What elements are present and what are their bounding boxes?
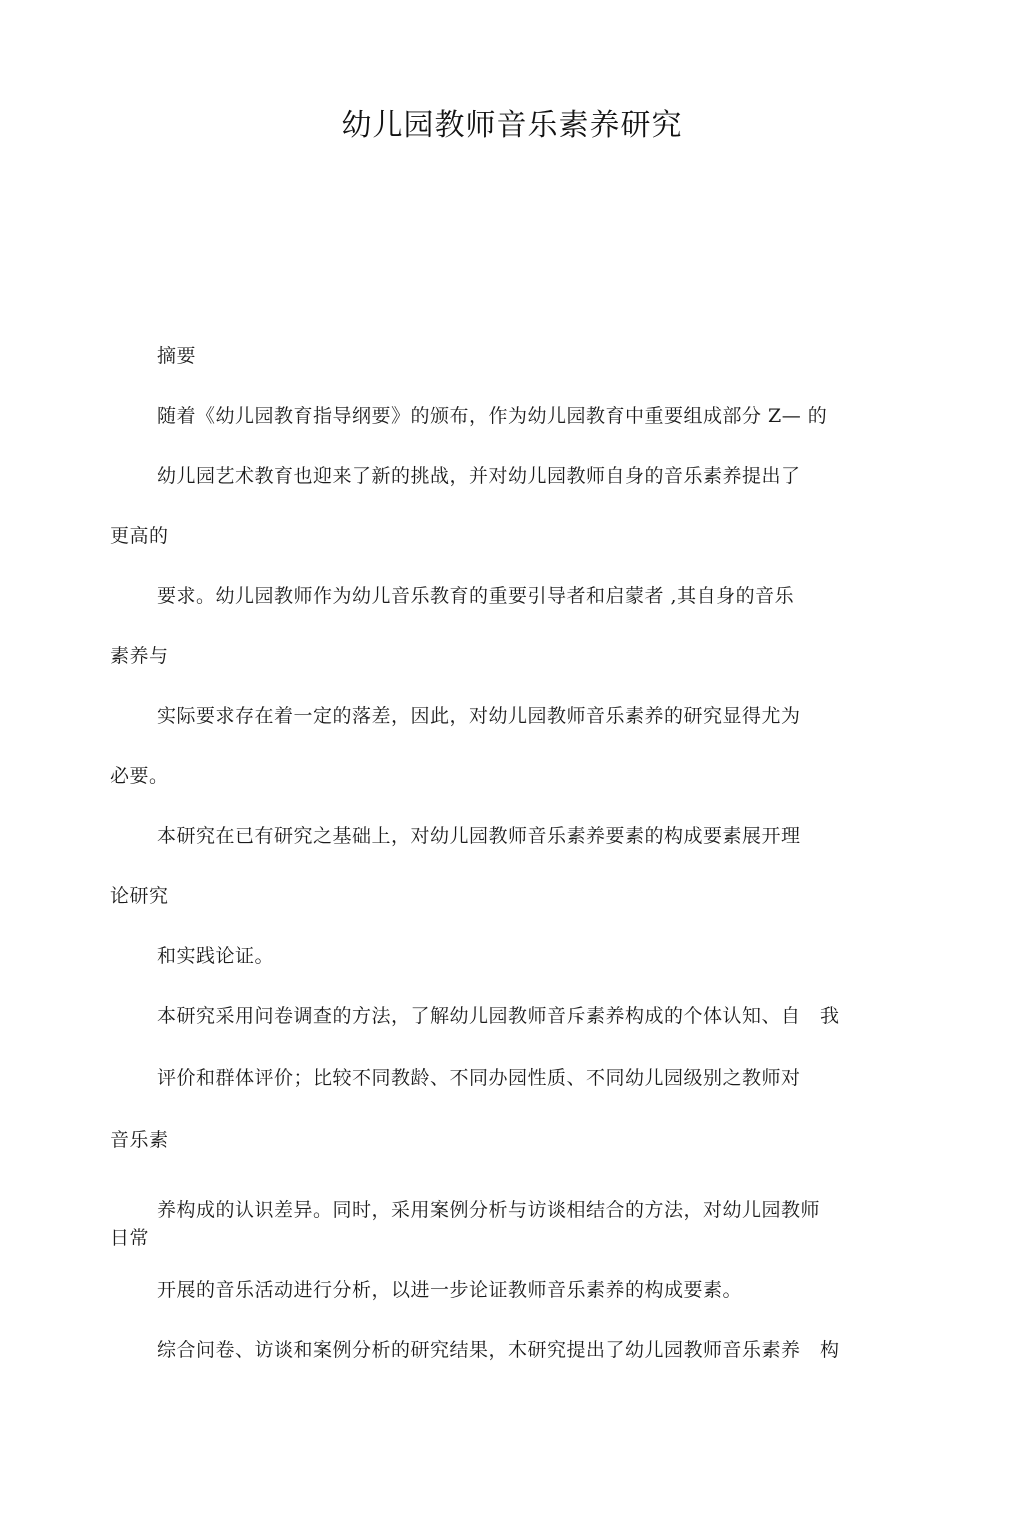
document-title: 幼儿园教师音乐素养研究	[341, 108, 683, 143]
abstract-heading: 摘要	[157, 345, 197, 367]
paragraph-line: 本研究采用问卷调查的方法，了解幼儿园教师音斥素养构成的个体认知、自 我	[157, 1005, 840, 1027]
paragraph-line: 开展的音乐活动进行分析，以进一步论证教师音乐素养的构成要素。	[157, 1279, 743, 1301]
paragraph-line: 音乐素	[110, 1129, 169, 1151]
paragraph-line: 幼儿园艺术教育也迎来了新的挑战，并对幼儿园教师自身的音乐素养提出了	[157, 465, 801, 487]
paragraph-line: 论研究	[110, 885, 169, 907]
paragraph-line: 养构成的认识差异。同时，采用案例分析与访谈相结合的方法，对幼儿园教师	[157, 1199, 821, 1221]
paragraph-line: 更高的	[110, 525, 169, 547]
paragraph-line: 和实践论证。	[157, 945, 275, 967]
paragraph-line: 本研究在已有研究之基础上，对幼儿园教师音乐素养要素的构成要素展开理	[157, 825, 801, 847]
paragraph-line: 要求。幼儿园教师作为幼儿音乐教育的重要引导者和启蒙者 ,其自身的音乐	[157, 585, 795, 607]
paragraph-line: 实际要求存在着一定的落差，因此，对幼儿园教师音乐素养的研究显得尤为	[157, 705, 801, 727]
paragraph-line: 随着《幼儿园教育指导纲要》的颁布，作为幼儿园教育中重要组成部分 Z— 的	[157, 405, 828, 427]
paragraph-line: 日常	[110, 1227, 150, 1249]
paragraph-line: 素养与	[110, 645, 169, 667]
paragraph-line: 综合问卷、访谈和案例分析的研究结果，木研究提出了幼儿园教师音乐素养 构	[157, 1339, 840, 1361]
paragraph-line: 评价和群体评价；比较不同教龄、不同办园性质、不同幼儿园级别之教师对	[157, 1067, 801, 1089]
paragraph-line: 必要。	[110, 765, 169, 787]
